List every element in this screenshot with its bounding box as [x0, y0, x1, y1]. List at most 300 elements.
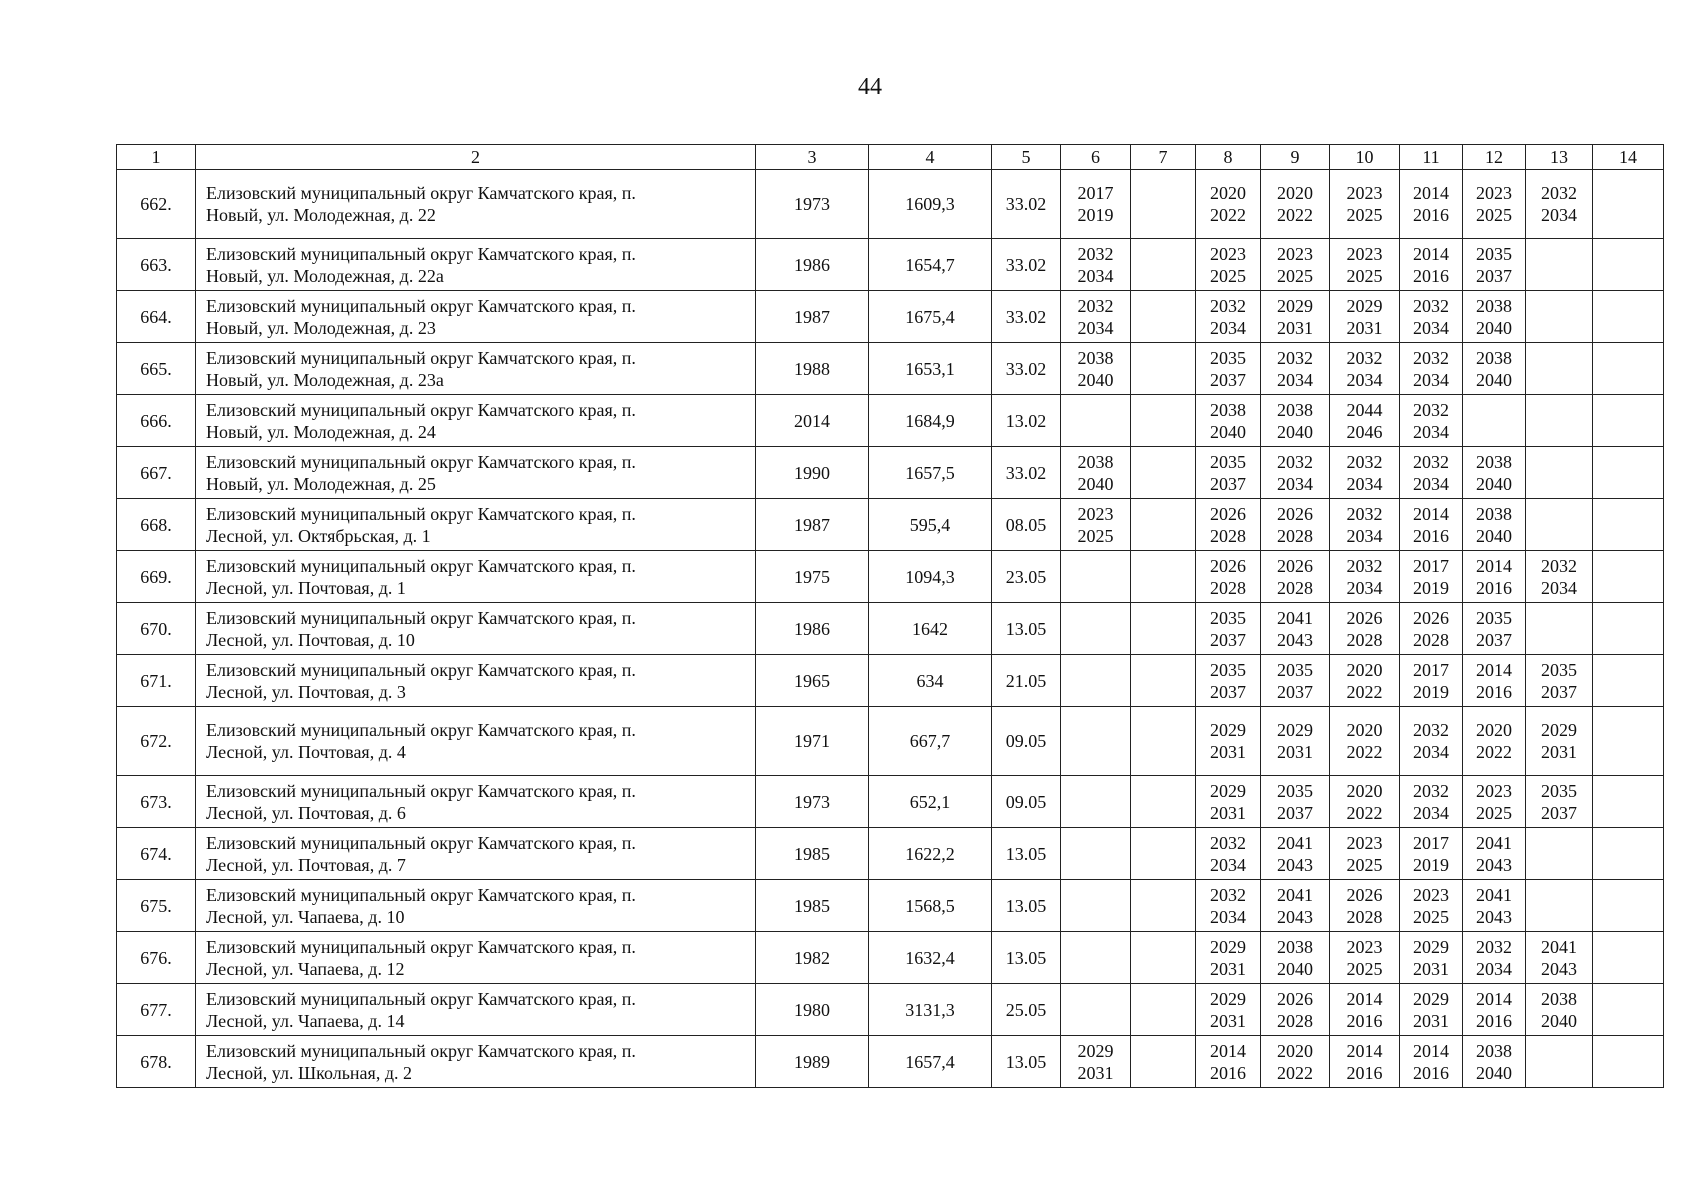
year-value: 2038: [1277, 399, 1313, 420]
year-value: 2016: [1476, 681, 1512, 702]
year-value: 2035: [1277, 659, 1313, 680]
year-range: [1476, 555, 1512, 599]
period-cell-9: [1261, 707, 1330, 776]
period-cell-13: [1526, 170, 1593, 239]
registry-table: [116, 144, 1664, 1088]
code-cell: 09.05: [992, 776, 1061, 828]
year-range: [1541, 659, 1577, 703]
period-cell-6: [1061, 984, 1131, 1036]
year-value: 2041: [1277, 607, 1313, 628]
year-value: 2043: [1277, 629, 1313, 650]
area-cell: 1653,1: [869, 343, 992, 395]
address-line: Лесной, ул. Октябрьская, д. 1: [206, 525, 431, 546]
year-value: 2014: [1476, 555, 1512, 576]
address-cell: [196, 447, 756, 499]
year-value: 2017: [1077, 183, 1114, 203]
period-cell-8: [1196, 707, 1261, 776]
period-cell-6: [1061, 170, 1131, 239]
year-value: 2032: [1210, 884, 1246, 905]
period-cell-12: [1463, 291, 1526, 343]
table-row: [117, 776, 1664, 828]
year-value: 2016: [1346, 1010, 1383, 1031]
period-cell-11: [1400, 551, 1463, 603]
year-value: 2040: [1210, 421, 1246, 442]
year-value: 2038: [1210, 399, 1246, 420]
year-range: [1277, 182, 1313, 226]
period-cell-11: [1400, 655, 1463, 707]
address-line: Елизовский муниципальный округ Камчатского края, п.: [206, 832, 636, 853]
year-value: 2032: [1346, 347, 1383, 368]
period-cell-14: [1593, 170, 1664, 239]
year-value: 2034: [1413, 802, 1449, 823]
code-cell: 13.05: [992, 1036, 1061, 1088]
year-value: 2020: [1476, 720, 1512, 740]
period-cell-9: [1261, 239, 1330, 291]
year-value: 2044: [1346, 399, 1383, 420]
address-line: Новый, ул. Молодежная, д. 22а: [206, 265, 444, 286]
period-cell-7: [1131, 447, 1196, 499]
header-cell-12: 12: [1463, 145, 1526, 170]
year-cell: 1973: [756, 776, 869, 828]
period-cell-6: [1061, 343, 1131, 395]
year-value: 2029: [1413, 936, 1449, 957]
header-row: [117, 145, 1664, 170]
year-value: 2028: [1277, 1010, 1313, 1031]
year-range: [1210, 399, 1246, 443]
year-range: [1347, 182, 1383, 226]
year-range: [1347, 1040, 1383, 1084]
year-value: 2032: [1413, 780, 1449, 801]
year-value: 2043: [1277, 906, 1313, 927]
period-cell-14: [1593, 880, 1664, 932]
period-cell-11: [1400, 395, 1463, 447]
period-cell-11: [1400, 343, 1463, 395]
year-value: 2041: [1476, 884, 1512, 905]
address-cell: [196, 984, 756, 1036]
year-value: 2032: [1346, 503, 1383, 524]
year-range: [1541, 988, 1577, 1032]
address-line: Елизовский муниципальный округ Камчатского края, п.: [206, 347, 636, 368]
table-row: [117, 707, 1664, 776]
table-row: [117, 1036, 1664, 1088]
year-value: 2034: [1541, 205, 1577, 225]
year-range: [1347, 780, 1383, 824]
year-value: 2028: [1277, 525, 1313, 546]
year-value: 2032: [1077, 243, 1114, 264]
year-range: [1476, 295, 1512, 339]
address-cell: [196, 655, 756, 707]
year-value: 2028: [1277, 577, 1313, 598]
header-cell-14: 14: [1593, 145, 1664, 170]
year-value: 2035: [1476, 607, 1512, 628]
year-value: 2034: [1210, 317, 1246, 338]
table-body: [117, 170, 1664, 1088]
year-value: 2023: [1413, 884, 1449, 905]
address-line: Елизовский муниципальный округ Камчатского края, п.: [206, 243, 636, 264]
year-range: [1476, 832, 1512, 876]
period-cell-12: [1463, 932, 1526, 984]
period-cell-14: [1593, 828, 1664, 880]
period-cell-7: [1131, 499, 1196, 551]
year-value: 2043: [1476, 906, 1512, 927]
year-range: [1476, 347, 1512, 391]
year-value: 2041: [1277, 884, 1313, 905]
year-range: [1541, 555, 1577, 599]
year-value: 2040: [1476, 369, 1512, 390]
code-cell: 13.05: [992, 932, 1061, 984]
period-cell-11: [1400, 603, 1463, 655]
period-cell-14: [1593, 932, 1664, 984]
year-value: 2031: [1210, 802, 1246, 823]
period-cell-11: [1400, 707, 1463, 776]
address-line: Елизовский муниципальный округ Камчатского края, п.: [206, 555, 636, 576]
address-cell: [196, 395, 756, 447]
year-value: 2026: [1277, 988, 1313, 1009]
period-cell-10: [1330, 551, 1400, 603]
year-value: 2034: [1346, 577, 1383, 598]
address-cell: [196, 551, 756, 603]
year-value: 2034: [1077, 317, 1114, 338]
year-value: 2034: [1346, 525, 1383, 546]
area-cell: 1675,4: [869, 291, 992, 343]
address-line: Елизовский муниципальный округ Камчатского края, п.: [206, 399, 636, 420]
year-range: [1347, 719, 1383, 763]
row-number-cell: 676.: [117, 932, 196, 984]
period-cell-14: [1593, 447, 1664, 499]
period-cell-11: [1400, 880, 1463, 932]
period-cell-6: [1061, 880, 1131, 932]
year-value: 2023: [1476, 183, 1512, 203]
year-range: [1541, 936, 1577, 980]
year-value: 2020: [1210, 183, 1246, 203]
year-range: [1277, 936, 1313, 980]
year-cell: 1971: [756, 707, 869, 776]
period-cell-7: [1131, 603, 1196, 655]
period-cell-13: [1526, 603, 1593, 655]
code-cell: 13.02: [992, 395, 1061, 447]
year-range: [1277, 295, 1313, 339]
period-cell-11: [1400, 239, 1463, 291]
period-cell-14: [1593, 984, 1664, 1036]
year-range: [1413, 884, 1449, 928]
period-cell-9: [1261, 291, 1330, 343]
area-cell: 1568,5: [869, 880, 992, 932]
address-line: Елизовский муниципальный округ Камчатского края, п.: [206, 884, 636, 905]
header-cell-1: 1: [117, 145, 196, 170]
year-range: [1347, 347, 1383, 391]
year-range: [1210, 1040, 1246, 1084]
year-range: [1277, 451, 1313, 495]
year-range: [1210, 936, 1246, 980]
year-value: 2023: [1346, 243, 1383, 264]
period-cell-11: [1400, 828, 1463, 880]
year-range: [1078, 182, 1114, 226]
year-range: [1210, 503, 1246, 547]
year-value: 2035: [1210, 347, 1246, 368]
year-range: [1210, 780, 1246, 824]
year-range: [1347, 884, 1383, 928]
header-cell-8: 8: [1196, 145, 1261, 170]
area-cell: 1622,2: [869, 828, 992, 880]
year-value: 2026: [1210, 555, 1246, 576]
year-value: 2022: [1277, 205, 1313, 225]
year-range: [1277, 243, 1313, 287]
year-range: [1476, 659, 1512, 703]
period-cell-7: [1131, 932, 1196, 984]
address-line: Елизовский муниципальный округ Камчатского края, п.: [206, 607, 636, 628]
year-value: 2019: [1413, 681, 1449, 702]
year-range: [1210, 347, 1246, 391]
period-cell-8: [1196, 655, 1261, 707]
year-value: 2031: [1210, 742, 1246, 762]
year-value: 2032: [1346, 451, 1383, 472]
row-number-cell: 663.: [117, 239, 196, 291]
year-value: 2034: [1413, 369, 1449, 390]
period-cell-7: [1131, 880, 1196, 932]
year-value: 2022: [1476, 742, 1512, 762]
area-cell: 1657,4: [869, 1036, 992, 1088]
year-value: 2038: [1476, 347, 1512, 368]
year-value: 2025: [1346, 265, 1383, 286]
year-value: 2014: [1346, 988, 1383, 1009]
period-cell-13: [1526, 932, 1593, 984]
period-cell-8: [1196, 828, 1261, 880]
year-value: 2038: [1077, 451, 1114, 472]
year-range: [1078, 347, 1114, 391]
header-cell-6: 6: [1061, 145, 1131, 170]
period-cell-10: [1330, 395, 1400, 447]
year-value: 2023: [1476, 780, 1512, 801]
year-value: 2035: [1210, 451, 1246, 472]
page-number: 44: [858, 74, 882, 100]
year-value: 2014: [1413, 243, 1449, 264]
address-line: Новый, ул. Молодежная, д. 22: [206, 205, 436, 225]
period-cell-8: [1196, 395, 1261, 447]
year-value: 2016: [1210, 1062, 1246, 1083]
year-range: [1277, 347, 1313, 391]
code-cell: 25.05: [992, 984, 1061, 1036]
year-value: 2038: [1476, 503, 1512, 524]
address-cell: [196, 776, 756, 828]
year-cell: 1987: [756, 499, 869, 551]
period-cell-14: [1593, 603, 1664, 655]
period-cell-13: [1526, 447, 1593, 499]
code-cell: 23.05: [992, 551, 1061, 603]
year-value: 2017: [1413, 659, 1449, 680]
year-cell: 1988: [756, 343, 869, 395]
year-value: 2025: [1210, 265, 1246, 286]
period-cell-9: [1261, 395, 1330, 447]
year-value: 2026: [1413, 607, 1449, 628]
year-value: 2031: [1346, 317, 1383, 338]
period-cell-6: [1061, 395, 1131, 447]
year-range: [1347, 451, 1383, 495]
period-cell-10: [1330, 828, 1400, 880]
year-value: 2029: [1541, 720, 1577, 740]
year-range: [1210, 659, 1246, 703]
period-cell-8: [1196, 932, 1261, 984]
code-cell: 09.05: [992, 707, 1061, 776]
year-range: [1277, 659, 1313, 703]
row-number-cell: 669.: [117, 551, 196, 603]
period-cell-7: [1131, 984, 1196, 1036]
period-cell-8: [1196, 984, 1261, 1036]
area-cell: 1657,5: [869, 447, 992, 499]
code-cell: 13.05: [992, 828, 1061, 880]
year-value: 2035: [1541, 659, 1577, 680]
year-value: 2040: [1077, 369, 1114, 390]
address-line: Елизовский муниципальный округ Камчатского края, п.: [206, 936, 636, 957]
year-range: [1078, 1040, 1114, 1084]
period-cell-14: [1593, 776, 1664, 828]
area-cell: 652,1: [869, 776, 992, 828]
year-value: 2031: [1413, 958, 1449, 979]
year-range: [1413, 936, 1449, 980]
year-range: [1210, 988, 1246, 1032]
year-value: 2034: [1346, 473, 1383, 494]
year-value: 2029: [1277, 295, 1313, 316]
row-number-cell: 673.: [117, 776, 196, 828]
row-number-cell: 665.: [117, 343, 196, 395]
year-cell: 1986: [756, 239, 869, 291]
year-value: 2028: [1210, 577, 1246, 598]
year-value: 2034: [1346, 369, 1383, 390]
code-cell: 33.02: [992, 447, 1061, 499]
year-value: 2025: [1277, 265, 1313, 286]
year-value: 2040: [1476, 525, 1512, 546]
year-range: [1210, 555, 1246, 599]
year-range: [1476, 451, 1512, 495]
year-value: 2038: [1476, 295, 1512, 316]
year-range: [1476, 1040, 1512, 1084]
address-line: Лесной, ул. Почтовая, д. 3: [206, 681, 406, 702]
year-value: 2041: [1541, 936, 1577, 957]
year-value: 2022: [1346, 681, 1383, 702]
year-value: 2037: [1210, 681, 1246, 702]
period-cell-12: [1463, 655, 1526, 707]
period-cell-7: [1131, 655, 1196, 707]
period-cell-6: [1061, 1036, 1131, 1088]
year-value: 2034: [1413, 421, 1449, 442]
year-range: [1210, 884, 1246, 928]
year-value: 2038: [1077, 347, 1114, 368]
year-value: 2025: [1346, 205, 1383, 225]
table-row: [117, 984, 1664, 1036]
period-cell-10: [1330, 880, 1400, 932]
period-cell-13: [1526, 984, 1593, 1036]
period-cell-8: [1196, 447, 1261, 499]
period-cell-8: [1196, 551, 1261, 603]
row-number-cell: 671.: [117, 655, 196, 707]
year-value: 2034: [1413, 742, 1449, 762]
table-row: [117, 343, 1664, 395]
year-range: [1210, 832, 1246, 876]
year-value: 2035: [1476, 243, 1512, 264]
period-cell-13: [1526, 343, 1593, 395]
year-value: 2032: [1413, 399, 1449, 420]
row-number-cell: 674.: [117, 828, 196, 880]
year-cell: 1982: [756, 932, 869, 984]
year-value: 2034: [1210, 854, 1246, 875]
year-value: 2032: [1210, 295, 1246, 316]
header-cell-3: 3: [756, 145, 869, 170]
address-cell: [196, 170, 756, 239]
period-cell-14: [1593, 239, 1664, 291]
period-cell-12: [1463, 343, 1526, 395]
row-number-cell: 678.: [117, 1036, 196, 1088]
address-line: Лесной, ул. Почтовая, д. 1: [206, 577, 406, 598]
period-cell-13: [1526, 776, 1593, 828]
period-cell-13: [1526, 880, 1593, 932]
year-value: 2040: [1476, 473, 1512, 494]
year-range: [1078, 243, 1114, 287]
address-cell: [196, 880, 756, 932]
year-cell: 1973: [756, 170, 869, 239]
year-value: 2041: [1277, 832, 1313, 853]
period-cell-14: [1593, 551, 1664, 603]
year-range: [1347, 832, 1383, 876]
address-cell: [196, 932, 756, 984]
year-value: 2043: [1476, 854, 1512, 875]
year-value: 2034: [1277, 369, 1313, 390]
period-cell-13: [1526, 499, 1593, 551]
table-row: [117, 932, 1664, 984]
year-cell: 2014: [756, 395, 869, 447]
table-row: [117, 447, 1664, 499]
year-range: [1476, 719, 1512, 763]
period-cell-10: [1330, 1036, 1400, 1088]
period-cell-10: [1330, 707, 1400, 776]
area-cell: 595,4: [869, 499, 992, 551]
address-line: Лесной, ул. Почтовая, д. 7: [206, 854, 406, 875]
year-range: [1413, 832, 1449, 876]
year-value: 2043: [1541, 958, 1577, 979]
year-range: [1277, 399, 1313, 443]
year-value: 2037: [1476, 629, 1512, 650]
period-cell-7: [1131, 1036, 1196, 1088]
period-cell-14: [1593, 1036, 1664, 1088]
year-value: 2029: [1210, 720, 1246, 740]
period-cell-14: [1593, 707, 1664, 776]
period-cell-12: [1463, 239, 1526, 291]
year-range: [1413, 295, 1449, 339]
year-value: 2023: [1210, 243, 1246, 264]
address-line: Елизовский муниципальный округ Камчатского края, п.: [206, 1040, 636, 1061]
year-range: [1541, 780, 1577, 824]
row-number-cell: 672.: [117, 707, 196, 776]
year-value: 2016: [1413, 205, 1449, 225]
table-row: [117, 291, 1664, 343]
year-value: 2028: [1346, 629, 1383, 650]
period-cell-12: [1463, 395, 1526, 447]
year-value: 2034: [1077, 265, 1114, 286]
year-value: 2017: [1413, 555, 1449, 576]
period-cell-12: [1463, 984, 1526, 1036]
code-cell: 33.02: [992, 343, 1061, 395]
year-cell: 1987: [756, 291, 869, 343]
year-range: [1476, 607, 1512, 651]
year-value: 2038: [1476, 1040, 1512, 1061]
year-value: 2016: [1413, 1062, 1449, 1083]
year-value: 2032: [1277, 451, 1313, 472]
year-value: 2032: [1413, 347, 1449, 368]
year-value: 2023: [1346, 936, 1383, 957]
row-number-cell: 666.: [117, 395, 196, 447]
year-value: 2040: [1077, 473, 1114, 494]
year-value: 2034: [1476, 958, 1512, 979]
period-cell-6: [1061, 447, 1131, 499]
period-cell-7: [1131, 828, 1196, 880]
